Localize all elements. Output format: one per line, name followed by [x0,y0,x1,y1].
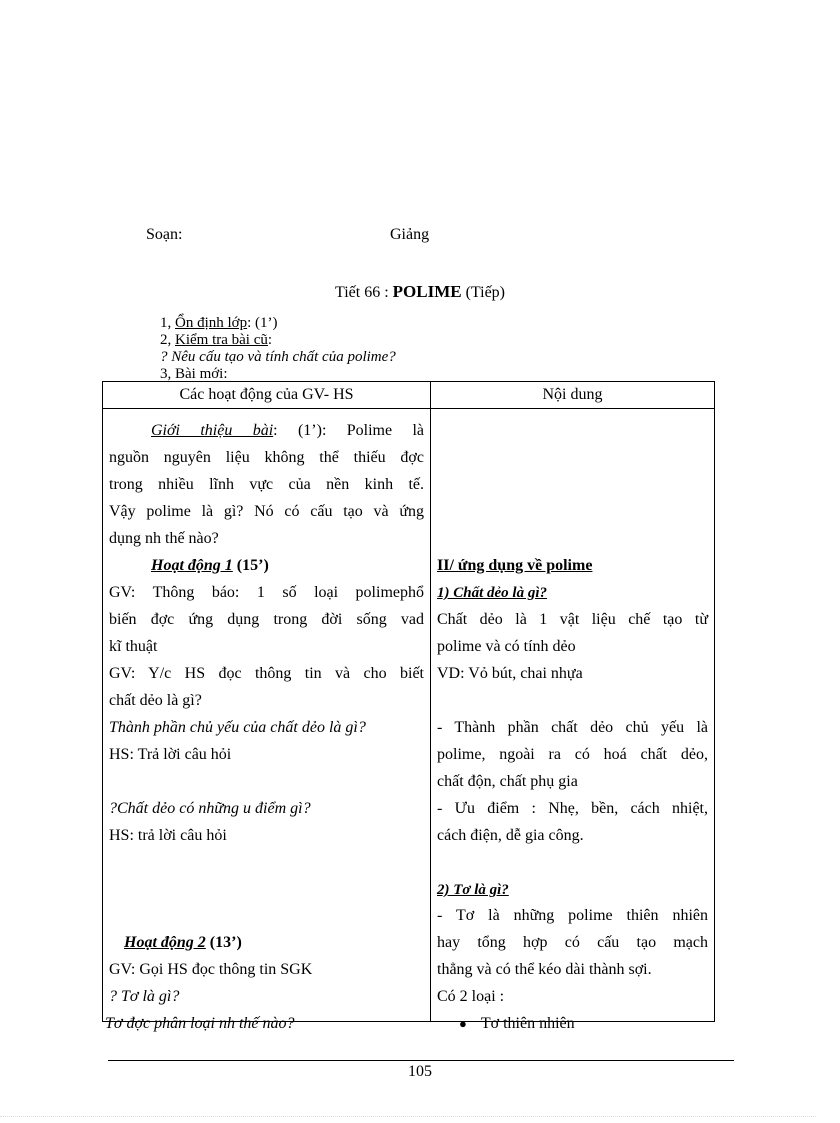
left-line: kĩ thuật [109,638,158,655]
activity-1-label: Hoạt động 1 [151,557,233,574]
col1-header-text: Các hoạt động của GV- HS [179,386,354,403]
soan-label: Soạn: [146,226,183,243]
right-line: Có 2 loại : [437,988,505,1005]
right-line: Chất dẻo là 1 vật liệu chế tạo từ [437,611,708,628]
right-line: VD: Vỏ bút, chai nhựa [437,665,583,682]
left-line: chất dẻo là gì? [109,692,202,709]
step-1-num: 1, [160,315,175,331]
activity-2-heading [109,933,424,953]
activity-1-heading [109,556,424,576]
section-heading [437,556,708,576]
right-line: cách điện, dễ gia công. [437,827,584,844]
left-line: nguồn nguyên liệu không thể thiếu đợc [109,449,424,466]
intro-line [109,421,424,441]
step-2 [160,332,272,349]
right-line: hay tổng hợp có cấu tạo mạch [437,934,708,951]
giang-label: Giảng [390,226,430,243]
section-heading-text: II/ ứng dụng về polime [437,557,593,574]
right-line: - Ưu điểm : Nhẹ, bền, cách nhiệt, [437,800,708,817]
left-line: Thành phần chủ yếu của chất dẻo là gì? [109,719,366,736]
title-prefix: Tiết 66 : [334,284,393,301]
step-2-rest: : [267,332,273,348]
activity-2-time: (13’) [205,934,242,951]
title-main: POLIME [392,282,462,301]
step-1-label: Ổn định lớp [175,315,248,331]
bullet-text: Tơ thiên nhiên [480,1015,575,1032]
left-line: trong nhiều lĩnh vực của nền kinh tế. [109,476,424,493]
left-line: GV: Gọi HS đọc thông tin SGK [109,961,313,978]
lesson-table [102,381,715,1032]
left-line: Tơ đợc phân loại nh thế nào? [105,1015,295,1032]
left-line: ? Tơ là gì? [109,988,180,1005]
bullet-icon: ● [459,1016,467,1031]
col2-header-text: Nội dung [542,386,603,403]
left-line: GV: Y/c HS đọc thông tin và cho biết [109,665,424,682]
right-line: thẳng và có thể kéo dài thành sợi. [437,961,652,978]
intro-label: Giới thiệu bài [151,422,274,439]
activities-column [103,409,431,1032]
left-line: GV: Thông báo: 1 số loại polimephổ [109,584,424,601]
bullet-item [437,1014,708,1034]
lesson-title [0,282,840,302]
intro-rest: : (1’): Polime là [273,422,425,439]
left-line: dụng nh thế nào? [109,530,219,547]
left-line: HS: trả lời câu hỏi [109,827,227,844]
right-line: - Thành phần chất dẻo chủ yếu là [437,719,708,736]
subheading-chat-deo: 1) Chất dẻo là gì? [437,585,548,601]
col1-header [103,382,431,409]
col2-header [431,382,715,409]
page-number: 105 [408,1063,432,1080]
left-line: HS: Trả lời câu hỏi [109,746,232,763]
step-2-num: 2, [160,332,175,348]
left-line: biến đợc ứng dụng trong đời sống vad [109,611,424,628]
step-2-label: Kiểm tra bài cũ [175,332,268,348]
step-1-rest: : (1’) [247,315,278,331]
title-suffix: (Tiếp) [461,284,506,301]
right-line: - Tơ là những polime thiên nhiên [437,907,708,924]
content-column [431,409,715,1032]
step-1 [160,315,278,332]
footer-rule [108,1060,734,1061]
left-line: ?Chất dẻo có những u điểm gì? [109,800,311,817]
right-line: polime và có tính dẻo [437,638,576,655]
activity-2-label: Hoạt động 2 [124,934,206,951]
right-line: chất độn, chất phụ gia [437,773,578,790]
left-line: Vậy polime là gì? Nó có cấu tạo và ứng [109,503,424,520]
right-line: polime, ngoài ra có hoá chất dẻo, [437,746,708,763]
review-question: ? Nêu cấu tạo và tính chất của polime? [160,349,396,365]
page-edge-dots [0,1116,816,1117]
subheading-to: 2) Tơ là gì? [437,882,509,898]
step-3: 3, Bài mới: [160,366,228,382]
activity-1-time: (15’) [232,557,269,574]
